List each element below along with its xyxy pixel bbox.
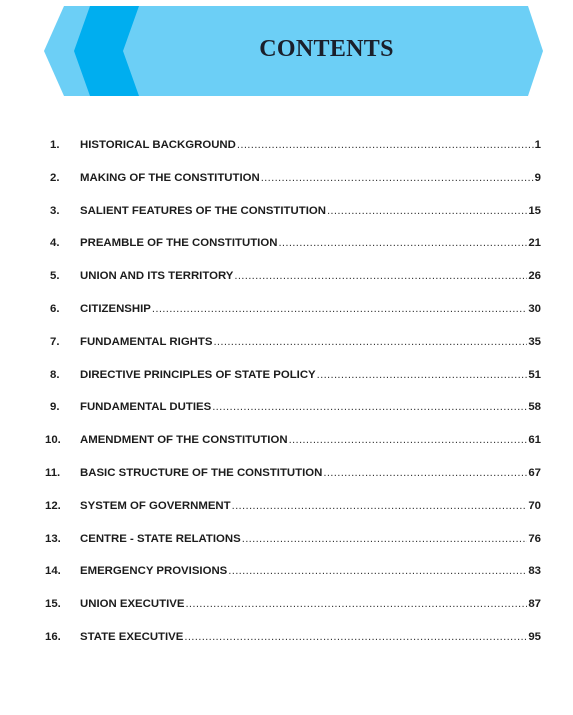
- toc-dot-leader: [184, 631, 527, 643]
- toc-dot-leader: [234, 270, 527, 282]
- toc-entry-title: FUNDAMENTAL DUTIES: [80, 401, 212, 414]
- toc-entry-page: 67: [528, 466, 541, 479]
- toc-entry-title: HISTORICAL BACKGROUND: [80, 139, 236, 151]
- toc-dot-leader: [242, 533, 528, 545]
- toc-entry[interactable]: [44, 631, 541, 664]
- toc-entry-number: 16.: [45, 630, 61, 643]
- toc-dot-leader: [278, 237, 527, 249]
- toc-entry[interactable]: [44, 598, 541, 631]
- toc-entry-page: 26: [528, 270, 541, 283]
- toc-dot-leader: [317, 369, 528, 381]
- toc-entry-page: 83: [528, 565, 541, 578]
- toc-dot-leader: [289, 434, 528, 446]
- toc-entry-page: 30: [528, 302, 541, 315]
- toc-entry-page: 15: [528, 204, 541, 217]
- toc-entry-page: 35: [528, 335, 541, 348]
- toc-entry-title: SALIENT FEATURES OF THE CONSTITUTION: [80, 204, 326, 217]
- toc-entry-number: 14.: [45, 565, 61, 578]
- toc-entry[interactable]: [44, 401, 541, 434]
- toc-entry[interactable]: [44, 237, 541, 270]
- toc-dot-leader: [232, 500, 528, 512]
- toc-entry[interactable]: [44, 565, 541, 598]
- toc-entry-number: 11.: [45, 466, 61, 479]
- toc-entry-title: MAKING OF THE CONSTITUTION: [80, 171, 260, 184]
- toc-dot-leader: [237, 139, 534, 151]
- toc-entry-title: SYSTEM OF GOVERNMENT: [80, 499, 231, 512]
- toc-entry[interactable]: [44, 500, 541, 533]
- toc-entry-number: 3.: [50, 204, 60, 217]
- toc-entry-number: 1.: [50, 139, 60, 151]
- toc-entry-number: 5.: [50, 270, 60, 283]
- toc-entry-page: 58: [528, 401, 541, 414]
- toc-entry-number: 6.: [50, 302, 60, 315]
- toc-entry-page: 61: [528, 434, 541, 447]
- toc-entry[interactable]: [44, 467, 541, 500]
- toc-entry-page: 87: [528, 598, 541, 611]
- toc-entry-page: 21: [528, 237, 541, 250]
- toc-entry-page: 51: [528, 368, 541, 381]
- toc-entry-title: PREAMBLE OF THE CONSTITUTION: [80, 237, 278, 250]
- toc-entry-page: 76: [528, 532, 541, 545]
- toc-dot-leader: [212, 401, 527, 413]
- toc-entry-number: 12.: [45, 499, 61, 512]
- toc-entry-title: DIRECTIVE PRINCIPLES OF STATE POLICY: [80, 368, 316, 381]
- toc-entry-number: 4.: [50, 237, 60, 250]
- toc-entry-title: CENTRE - STATE RELATIONS: [80, 532, 241, 545]
- toc-dot-leader: [185, 598, 527, 610]
- toc-dot-leader: [327, 205, 527, 217]
- toc-entry-title: FUNDAMENTAL RIGHTS: [80, 335, 213, 348]
- toc-entry[interactable]: [44, 270, 541, 303]
- toc-dot-leader: [213, 336, 527, 348]
- toc-entry-number: 10.: [45, 434, 61, 447]
- toc-dot-leader: [152, 303, 527, 315]
- toc-dot-leader: [323, 467, 527, 479]
- toc-entry-page: 9: [534, 171, 541, 184]
- toc-dot-leader: [261, 172, 534, 184]
- toc-entry-title: EMERGENCY PROVISIONS: [80, 565, 228, 578]
- toc-entry-title: CITIZENSHIP: [80, 302, 151, 315]
- page-title: CONTENTS: [259, 36, 394, 62]
- toc-entry[interactable]: [44, 336, 541, 369]
- toc-entry-number: 2.: [50, 171, 60, 184]
- header-banner: [0, 0, 573, 100]
- toc-entry-number: 15.: [45, 598, 61, 611]
- toc-entry-title: AMENDMENT OF THE CONSTITUTION: [80, 434, 288, 447]
- toc-entry-number: 7.: [50, 335, 60, 348]
- toc-entry-page: 70: [528, 499, 541, 512]
- toc-entry[interactable]: [44, 303, 541, 336]
- toc-entry-title: UNION AND ITS TERRITORY: [80, 270, 234, 283]
- toc-entry[interactable]: [44, 205, 541, 238]
- toc-entry[interactable]: [44, 434, 541, 467]
- toc-dot-leader: [228, 565, 527, 577]
- toc-entry-number: 9.: [50, 401, 60, 414]
- toc-entry-number: 13.: [45, 532, 61, 545]
- toc-entry[interactable]: [44, 139, 541, 172]
- table-of-contents: [44, 139, 541, 664]
- toc-entry-title: UNION EXECUTIVE: [80, 598, 185, 611]
- toc-entry-number: 8.: [50, 368, 60, 381]
- toc-entry[interactable]: [44, 172, 541, 205]
- toc-entry-page: 95: [528, 630, 541, 643]
- toc-entry-page: 1: [534, 139, 541, 151]
- toc-entry-title: BASIC STRUCTURE OF THE CONSTITUTION: [80, 466, 323, 479]
- toc-entry[interactable]: [44, 533, 541, 566]
- toc-entry[interactable]: [44, 369, 541, 402]
- toc-entry-title: STATE EXECUTIVE: [80, 630, 184, 643]
